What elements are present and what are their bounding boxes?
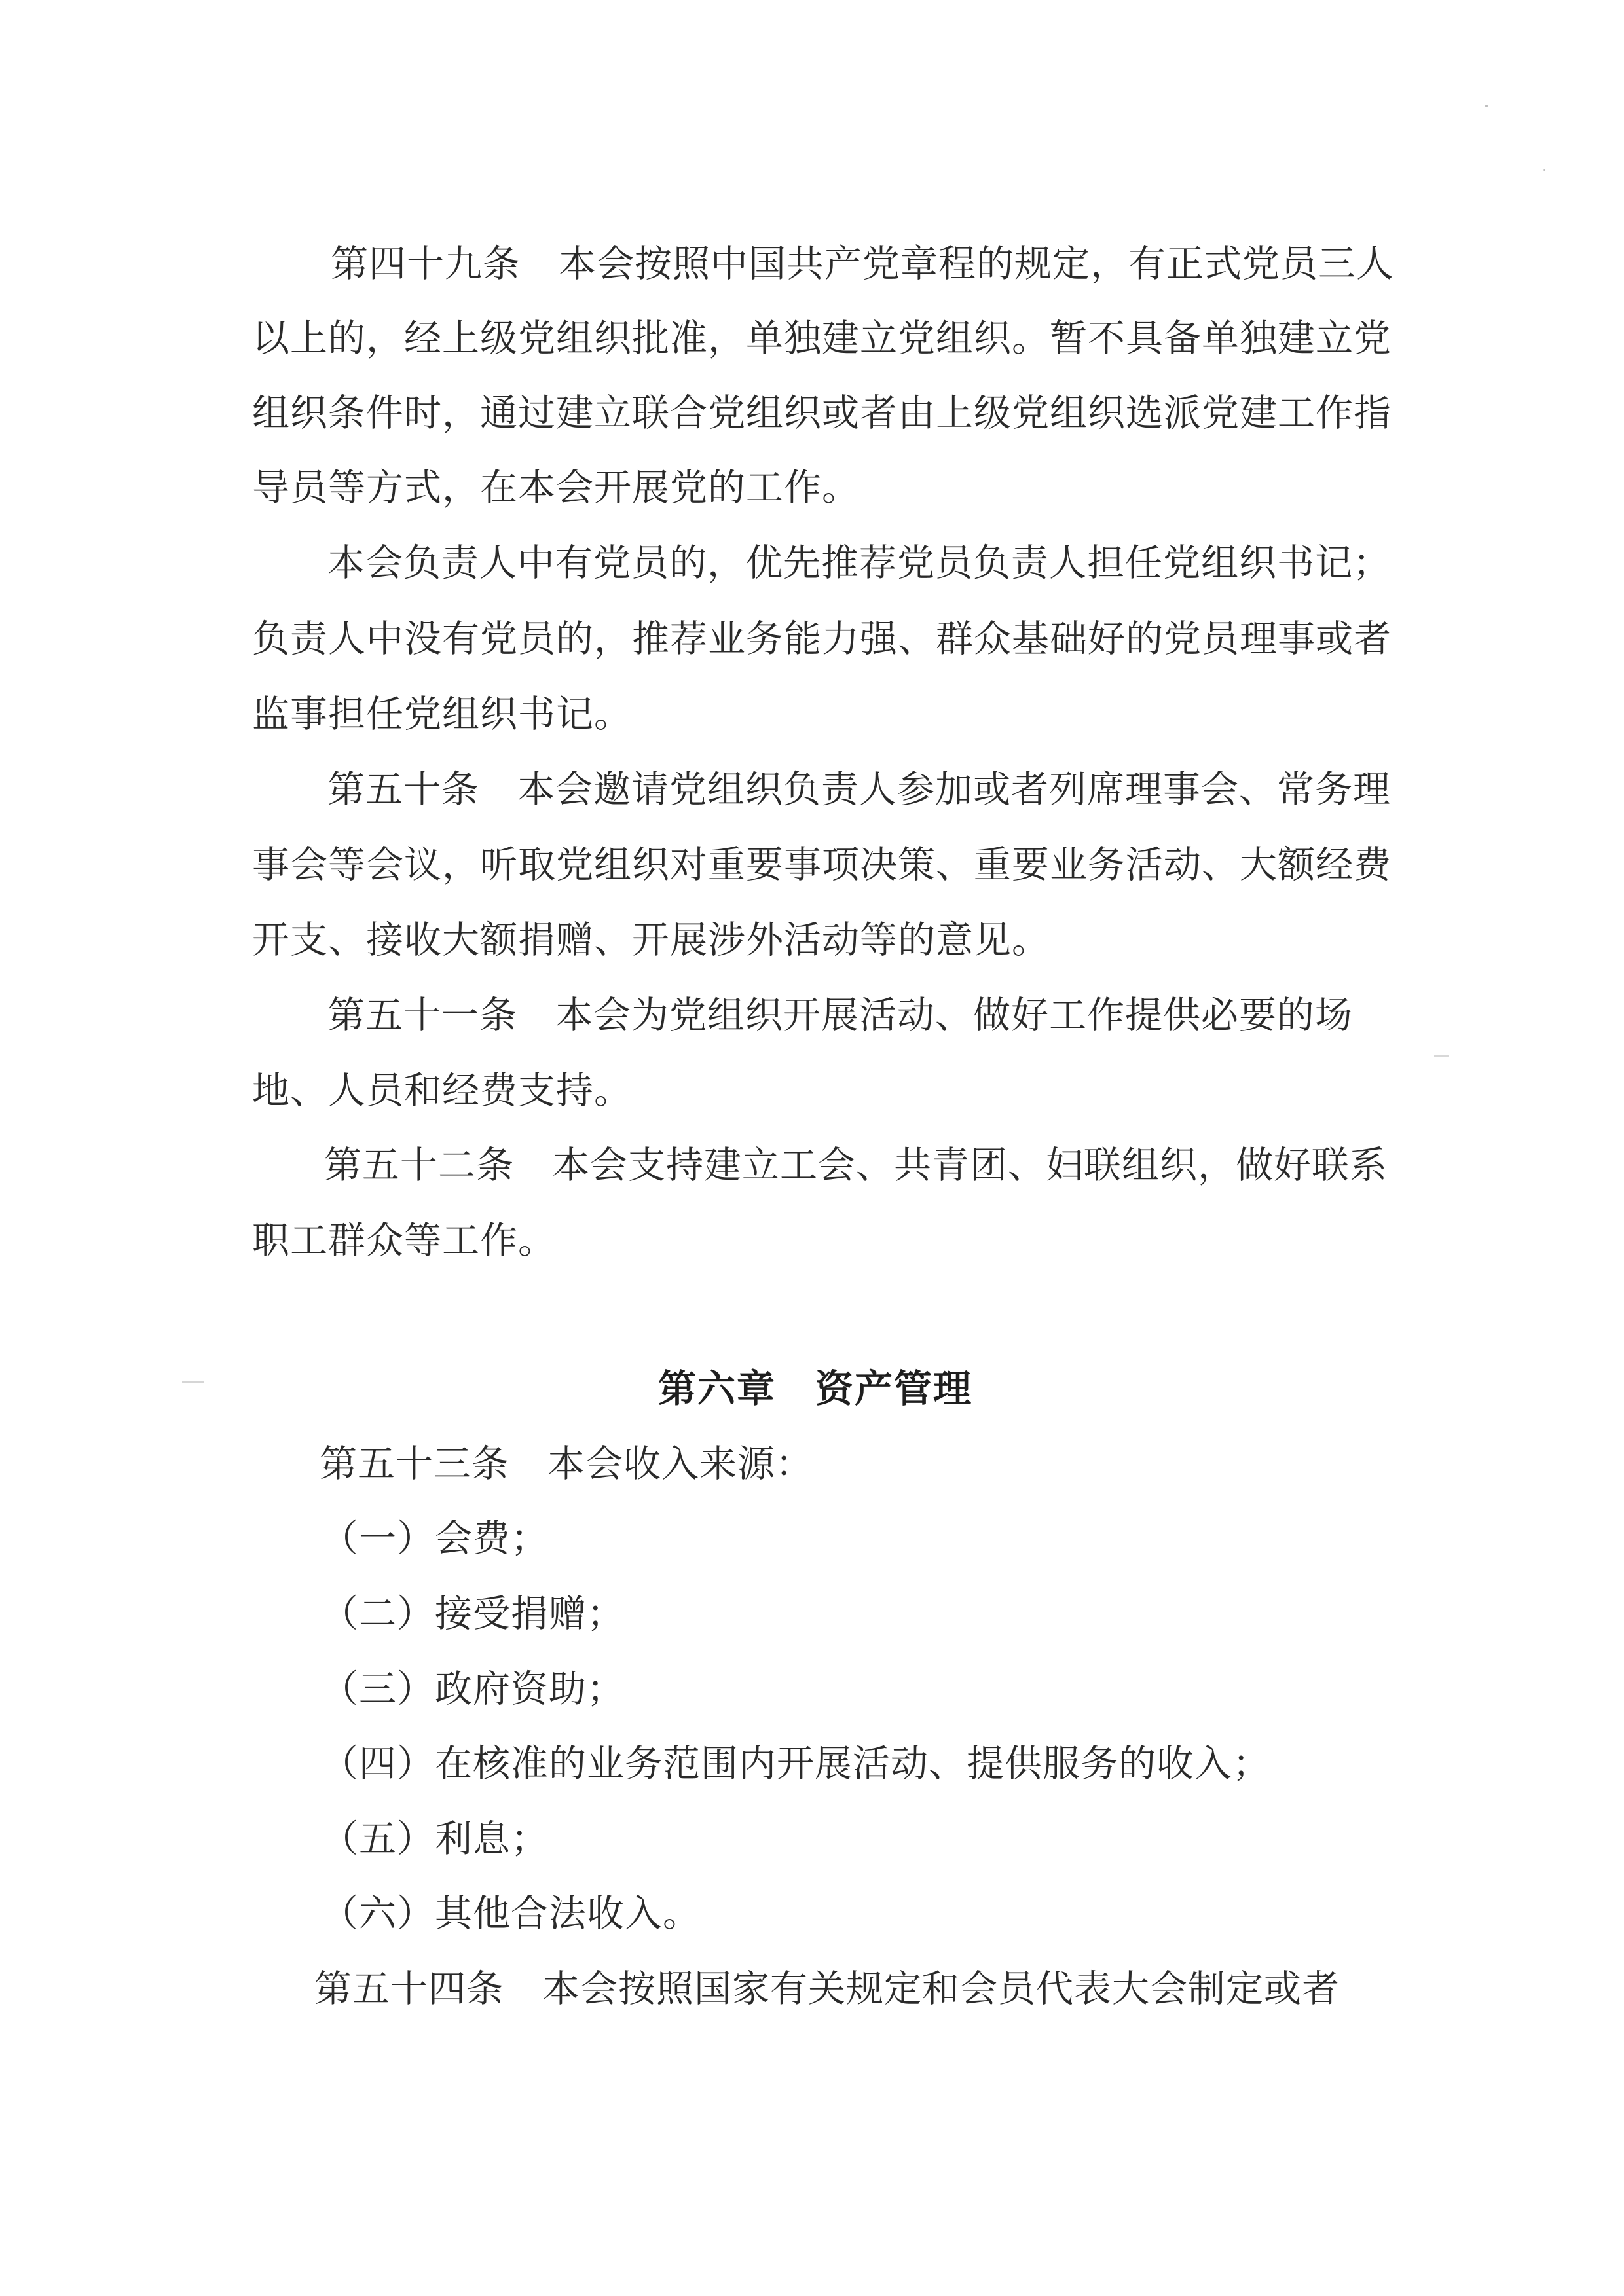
article-53-item-5: （五）利息； [321,1817,549,1861]
article-49-line-4: 导员等方式，在本会开展党的工作。 [252,466,860,509]
article-49-line-3: 组织条件时，通过建立联合党组织或者由上级党组织选派党建工作指 [252,392,1392,435]
article-53-item-4: （四）在核准的业务范围内开展活动、提供服务的收入； [321,1742,1270,1785]
article-53-line-1: 第五十三条 本会收入来源： [320,1442,813,1485]
scan-speck [1485,105,1488,107]
article-51-line-1: 第五十一条 本会为党组织开展活动、做好工作提供必要的场 [327,994,1353,1037]
article-52-line-1: 第五十二条 本会支持建立工会、共青团、妇联组织，做好联系 [324,1144,1388,1187]
article-53-item-2: （二）接受捐赠； [321,1592,625,1635]
article-50-line-1: 第五十条 本会邀请党组织负责人参加或者列席理事会、常务理 [327,768,1391,811]
article-53-item-6: （六）其他合法收入。 [321,1892,701,1935]
article-49-line-2: 以上的，经上级党组织批准，单独建立党组织。暂不具备单独建立党 [252,317,1392,360]
article-49-line-5: 本会负责人中有党员的，优先推荐党员负责人担任党组织书记； [327,541,1391,585]
article-54-line-1: 第五十四条 本会按照国家有关规定和会员代表大会制定或者 [314,1967,1340,2011]
scan-speck [1543,169,1545,171]
scan-speck [1434,1055,1449,1057]
article-50-line-3: 开支、接收大额捐赠、开展涉外活动等的意见。 [252,919,1050,962]
chapter-6-title: 第六章 资产管理 [658,1366,973,1411]
scan-speck [182,1381,204,1383]
article-49-line-7: 监事担任党组织书记。 [252,693,632,736]
article-53-item-1: （一）会费； [321,1517,549,1560]
article-53-item-3: （三）政府资助； [321,1667,625,1711]
article-49-line-1: 第四十九条 本会按照中国共产党章程的规定，有正式党员三人 [331,242,1394,285]
article-49-line-6: 负责人中没有党员的，推荐业务能力强、群众基础好的党员理事或者 [252,617,1392,661]
article-50-line-2: 事会等会议，听取党组织对重要事项决策、重要业务活动、大额经费 [252,843,1392,886]
article-52-line-2: 职工群众等工作。 [252,1219,556,1262]
article-51-line-2: 地、人员和经费支持。 [252,1069,632,1112]
